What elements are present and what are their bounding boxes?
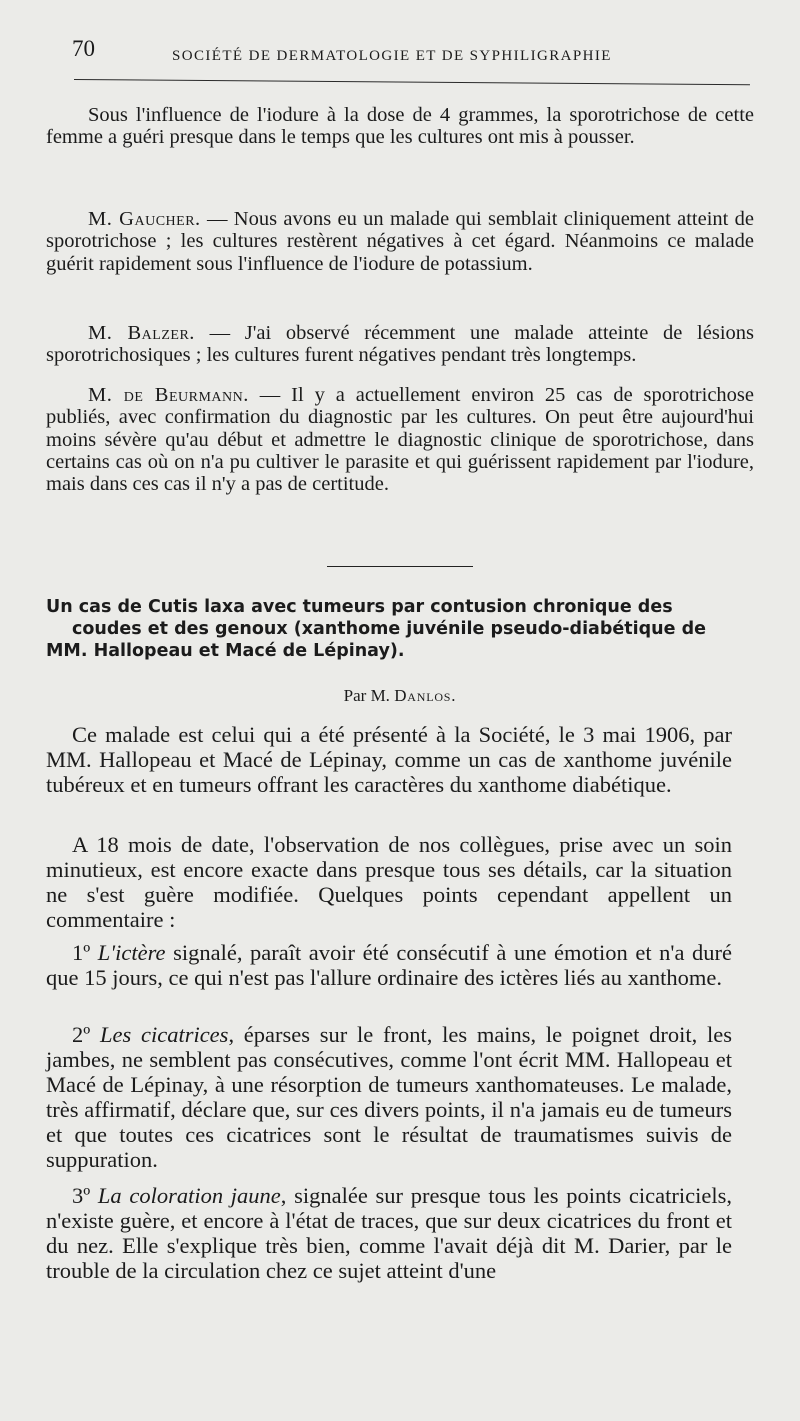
paragraph-text: Sous l'influence de l'iodure à la dose de 4 grammes, la sporotrichose de cette femme a guéri presque dans le temps que les cultures ont mis à pousser. bbox=[46, 104, 754, 149]
paragraph-iodure bbox=[46, 104, 754, 149]
title-line: Un cas de Cutis laxa avec tumeurs par contusion chronique des bbox=[46, 597, 673, 617]
speaker-name: M. Balzer. bbox=[88, 322, 195, 344]
paragraph-balzer bbox=[46, 322, 754, 367]
header-rule bbox=[74, 79, 750, 85]
title-line: MM. Hallopeau et Macé de Lépinay). bbox=[46, 641, 405, 661]
paragraph-text: , éparses sur le front, les mains, le poignet droit, les jambes, ne semblent pas consécutives, comme l'ont écrit MM. Hallopeau et Macé de Lépinay, à une résorption de tumeurs xanthomateuses. Le malade, très affirmatif, déclare que, sur ces divers points, il n'a jamais eu de tumeurs et que toutes ces cicatrices sont le résultat de traumatismes suivis de suppuration. bbox=[46, 1022, 732, 1172]
section-divider bbox=[327, 566, 473, 567]
item-heading: Les cicatrices bbox=[99, 1022, 229, 1047]
article-title bbox=[46, 596, 744, 662]
speaker-name: M. Gaucher. bbox=[88, 208, 201, 230]
author-name: Danlos. bbox=[394, 686, 457, 705]
running-head: SOCIÉTÉ DE DERMATOLOGIE ET DE SYPHILIGRAPHIE bbox=[172, 48, 612, 64]
item-heading: L'ictère bbox=[97, 940, 166, 965]
page-header bbox=[70, 36, 760, 76]
item-number: 2º bbox=[72, 1022, 100, 1047]
paragraph-text: , signalée sur presque tous les points cicatriciels, n'existe guère, et encore à l'état de traces, que sur deux cicatrices du front et du nez. Elle s'explique très bien, comme l'avait déjà dit M. Darier, par le trouble de la circulation chez ce sujet atteint d'une bbox=[46, 1183, 732, 1283]
paragraph-text: — Il y a actuellement environ 25 cas de sporotrichose publiés, avec confirmation du diagnostic par les cultures. On peut être aujourd'hui moins sévère qu'au début et admettre le diagnostic clinique de sporotrichose, dans certains cas où on n'a pu cultiver le parasite et qui guérissent rapidement par l'iodure, mais dans ces cas il n'y a pas de certitude. bbox=[46, 384, 755, 496]
item-number: 3º bbox=[72, 1183, 98, 1208]
paragraph-text: A 18 mois de date, l'observation de nos collègues, prise avec un soin minutieux, est encore exacte dans presque tous ses détails, car la situation ne s'est guère modifiée. Quelques points cependant appellent un commentaire : bbox=[46, 832, 732, 932]
paragraph-text: signalé, paraît avoir été consécutif à une émotion et n'a duré que 15 jours, ce qui n'est pas l'allure ordinaire des ictères liés au xanthome. bbox=[46, 940, 732, 990]
paragraph-coloration bbox=[46, 1183, 732, 1283]
paragraph-observation bbox=[46, 832, 732, 932]
paragraph-text: — Nous avons eu un malade qui semblait cliniquement atteint de sporotrichose ; les cultures restèrent négatives à cet égard. Néanmoins ce malade guérit rapidement sous l'influence de l'iodure de potassium. bbox=[46, 208, 754, 275]
item-number: 1º bbox=[72, 940, 98, 965]
paragraph-beurmann bbox=[46, 384, 754, 495]
paragraph-text: Ce malade est celui qui a été présenté à la Société, le 3 mai 1906, par MM. Hallopeau et Macé de Lépinay, comme un cas de xanthome juvénile tubéreux et en tumeurs offrant les caractères du xanthome diabétique. bbox=[46, 722, 732, 797]
item-heading: La coloration jaune bbox=[97, 1183, 281, 1208]
paragraph-cicatrices bbox=[46, 1022, 732, 1172]
paragraph-gaucher bbox=[46, 208, 754, 275]
title-line: coudes et des genoux (xanthome juvénile pseudo-diabétique de bbox=[72, 619, 706, 639]
paragraph-ictere bbox=[46, 940, 732, 990]
paragraph-text: — J'ai observé récemment une malade atteinte de lésions sporotrichosiques ; les cultures furent négatives pendant très longtemps. bbox=[46, 322, 755, 367]
author-prefix: Par M. bbox=[343, 686, 395, 705]
article-author bbox=[0, 686, 800, 706]
speaker-name: M. de Beurmann. bbox=[88, 384, 249, 406]
paragraph-intro bbox=[46, 722, 732, 797]
page-number: 70 bbox=[72, 36, 95, 61]
